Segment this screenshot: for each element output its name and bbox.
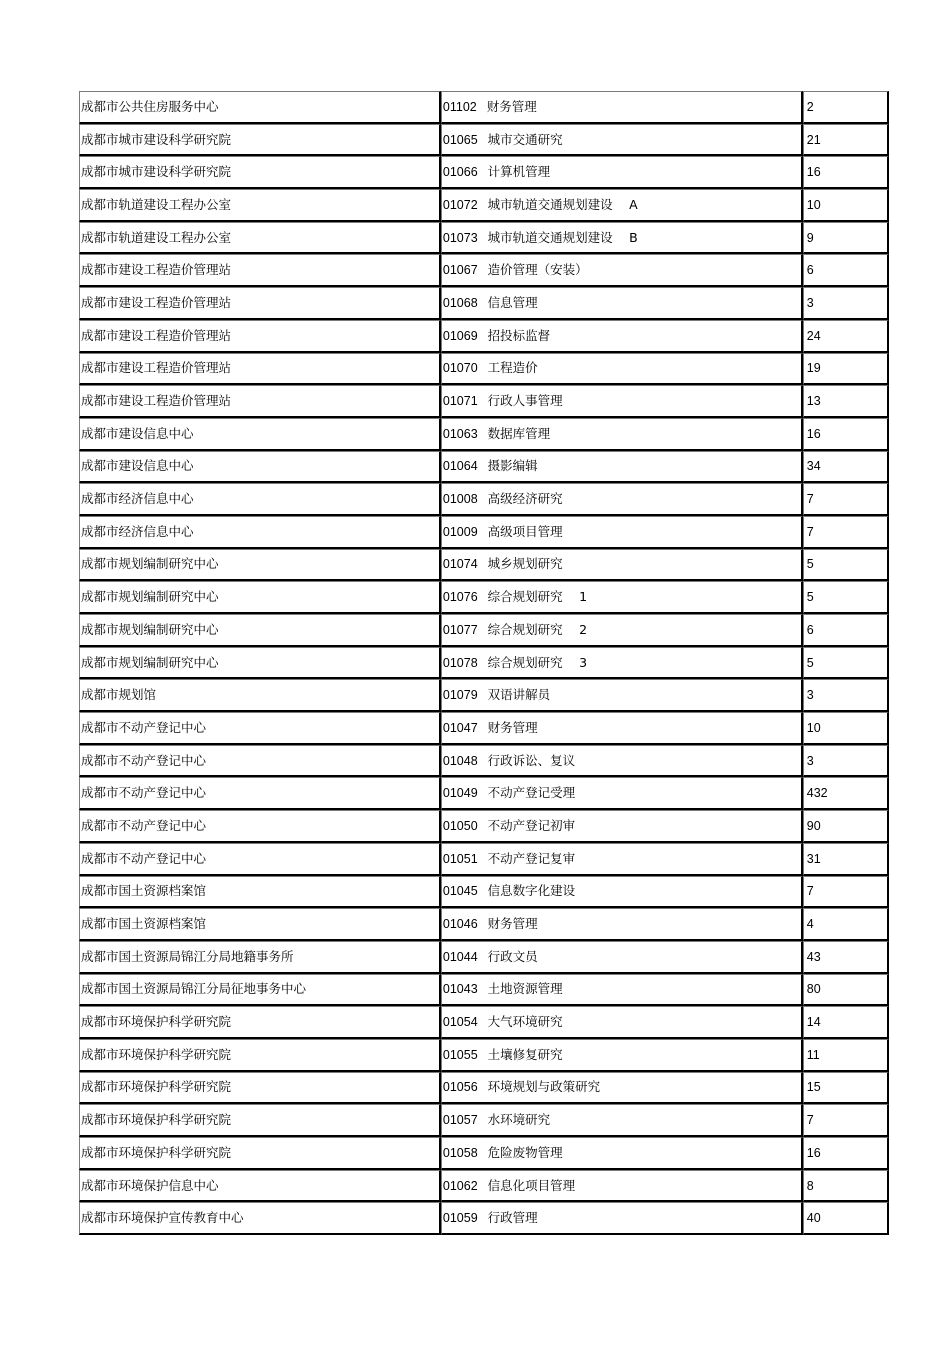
position-cell <box>441 353 803 386</box>
unit-cell: 成都市国土资源档案馆 <box>79 908 441 941</box>
position-code: 01058 <box>442 1145 478 1160</box>
position-code: 01056 <box>442 1080 478 1095</box>
table-row <box>79 451 889 484</box>
position-cell <box>441 679 803 712</box>
position-cell <box>441 647 803 680</box>
position-code: 01065 <box>442 132 478 147</box>
unit-cell: 成都市建设信息中心 <box>79 451 441 484</box>
unit-cell: 成都市环境保护信息中心 <box>79 1170 441 1203</box>
position-name: 信息化项目管理 <box>487 1177 576 1193</box>
position-code: 01055 <box>442 1047 478 1062</box>
position-code: 01062 <box>442 1178 478 1193</box>
position-name: 水环境研究 <box>487 1112 551 1128</box>
table-row <box>79 1104 889 1137</box>
position-cell <box>441 222 803 255</box>
position-code: 01071 <box>442 394 478 409</box>
position-cell <box>441 1104 803 1137</box>
position-code: 01102 <box>442 99 477 114</box>
table-row <box>79 777 889 810</box>
table-row <box>79 1072 889 1105</box>
count-cell: 4 <box>803 908 889 941</box>
count-cell: 19 <box>803 353 889 386</box>
position-name: 城市轨道交通规划建设 A <box>487 196 638 212</box>
position-code: 01079 <box>442 688 478 703</box>
count-cell: 8 <box>803 1170 889 1203</box>
table-row <box>79 385 889 418</box>
position-code: 01044 <box>442 949 478 964</box>
table-row <box>79 549 889 582</box>
position-code: 01057 <box>442 1113 478 1128</box>
position-cell <box>441 581 803 614</box>
position-name: 高级经济研究 <box>487 491 563 507</box>
position-name: 危险废物管理 <box>487 1144 563 1160</box>
position-cell <box>441 156 803 189</box>
position-cell <box>441 941 803 974</box>
count-cell: 16 <box>803 156 889 189</box>
position-code: 01068 <box>442 295 478 310</box>
table-row <box>79 1039 889 1072</box>
unit-cell: 成都市建设工程造价管理站 <box>79 287 441 320</box>
table-row <box>79 254 889 287</box>
table-row <box>79 908 889 941</box>
table-row <box>79 614 889 647</box>
table-row <box>79 353 889 386</box>
position-code: 01059 <box>442 1211 478 1226</box>
unit-cell: 成都市建设工程造价管理站 <box>79 254 441 287</box>
table-row <box>79 745 889 778</box>
unit-cell: 成都市建设工程造价管理站 <box>79 320 441 353</box>
position-cell <box>441 549 803 582</box>
position-code: 01064 <box>442 459 478 474</box>
position-code: 01054 <box>442 1015 478 1030</box>
position-code: 01066 <box>442 165 478 180</box>
position-cell <box>441 189 803 222</box>
table-row <box>79 1170 889 1203</box>
position-cell <box>441 777 803 810</box>
table-row <box>79 124 889 157</box>
position-name: 财务管理 <box>487 916 538 932</box>
position-code: 01076 <box>442 590 478 605</box>
position-name: 招投标监督 <box>487 327 551 343</box>
table-row <box>79 810 889 843</box>
count-cell: 5 <box>803 581 889 614</box>
position-code: 01050 <box>442 818 478 833</box>
count-cell: 34 <box>803 451 889 484</box>
position-name: 环境规划与政策研究 <box>487 1079 601 1095</box>
position-name: 行政人事管理 <box>487 393 563 409</box>
position-code: 01070 <box>442 361 478 376</box>
position-code: 01072 <box>442 197 478 212</box>
position-cell <box>441 1072 803 1105</box>
table-row <box>79 483 889 516</box>
table-row <box>79 581 889 614</box>
unit-cell: 成都市环境保护科学研究院 <box>79 1006 441 1039</box>
unit-cell: 成都市规划编制研究中心 <box>79 647 441 680</box>
count-cell: 16 <box>803 418 889 451</box>
position-cell <box>441 451 803 484</box>
position-name: 综合规划研究 1 <box>487 589 588 605</box>
position-code: 01067 <box>442 263 478 278</box>
count-cell: 3 <box>803 287 889 320</box>
position-cell <box>441 418 803 451</box>
count-cell: 7 <box>803 516 889 549</box>
position-name: 摄影编辑 <box>487 458 538 474</box>
unit-cell: 成都市国土资源档案馆 <box>79 876 441 909</box>
position-name: 土地资源管理 <box>487 981 563 997</box>
count-cell: 24 <box>803 320 889 353</box>
count-cell: 5 <box>803 549 889 582</box>
position-code: 01073 <box>442 230 478 245</box>
unit-cell: 成都市规划编制研究中心 <box>79 549 441 582</box>
count-cell: 2 <box>803 91 889 124</box>
table-row <box>79 516 889 549</box>
count-cell: 13 <box>803 385 889 418</box>
table-row <box>79 1006 889 1039</box>
position-cell <box>441 1137 803 1170</box>
unit-cell: 成都市规划编制研究中心 <box>79 581 441 614</box>
position-code: 01046 <box>442 917 478 932</box>
table-row <box>79 941 889 974</box>
position-name: 财务管理 <box>487 719 538 735</box>
unit-cell: 成都市经济信息中心 <box>79 483 441 516</box>
position-code: 01069 <box>442 328 478 343</box>
table-row <box>79 418 889 451</box>
table-body <box>79 91 889 1235</box>
count-cell: 40 <box>803 1202 889 1235</box>
table-row <box>79 320 889 353</box>
unit-cell: 成都市建设工程造价管理站 <box>79 385 441 418</box>
count-cell: 80 <box>803 974 889 1007</box>
position-name: 综合规划研究 2 <box>487 621 588 637</box>
position-code: 01009 <box>442 524 478 539</box>
count-cell: 11 <box>803 1039 889 1072</box>
position-code: 01077 <box>442 622 478 637</box>
position-cell <box>441 287 803 320</box>
position-name: 城市交通研究 <box>487 131 563 147</box>
table-row <box>79 91 889 124</box>
count-cell: 3 <box>803 745 889 778</box>
table-row <box>79 876 889 909</box>
position-cell <box>441 1039 803 1072</box>
count-cell: 14 <box>803 1006 889 1039</box>
position-code: 01051 <box>442 851 478 866</box>
position-name: 城市轨道交通规划建设 B <box>487 229 638 245</box>
unit-cell: 成都市轨道建设工程办公室 <box>79 222 441 255</box>
position-code: 01063 <box>442 426 478 441</box>
count-cell: 16 <box>803 1137 889 1170</box>
unit-cell: 成都市国土资源局锦江分局地籍事务所 <box>79 941 441 974</box>
position-name: 不动产登记受理 <box>487 785 576 801</box>
position-name: 土壤修复研究 <box>487 1046 563 1062</box>
table-row <box>79 156 889 189</box>
count-cell: 10 <box>803 189 889 222</box>
count-cell: 90 <box>803 810 889 843</box>
table-row <box>79 712 889 745</box>
count-cell: 7 <box>803 876 889 909</box>
unit-cell: 成都市不动产登记中心 <box>79 810 441 843</box>
position-cell <box>441 91 803 124</box>
count-cell: 31 <box>803 843 889 876</box>
unit-cell: 成都市环境保护宣传教育中心 <box>79 1202 441 1235</box>
unit-cell: 成都市规划编制研究中心 <box>79 614 441 647</box>
count-cell: 10 <box>803 712 889 745</box>
position-name: 信息管理 <box>487 294 538 310</box>
count-cell: 43 <box>803 941 889 974</box>
unit-cell: 成都市环境保护科学研究院 <box>79 1137 441 1170</box>
unit-cell: 成都市不动产登记中心 <box>79 777 441 810</box>
table-row <box>79 647 889 680</box>
position-name: 大气环境研究 <box>487 1014 563 1030</box>
unit-cell: 成都市规划馆 <box>79 679 441 712</box>
position-code: 01078 <box>442 655 478 670</box>
position-code: 01045 <box>442 884 478 899</box>
count-cell: 432 <box>803 777 889 810</box>
position-cell <box>441 843 803 876</box>
unit-cell: 成都市环境保护科学研究院 <box>79 1072 441 1105</box>
count-cell: 5 <box>803 647 889 680</box>
position-cell <box>441 124 803 157</box>
unit-cell: 成都市不动产登记中心 <box>79 712 441 745</box>
position-code: 01008 <box>442 492 478 507</box>
position-code: 01047 <box>442 720 478 735</box>
position-name: 不动产登记复审 <box>487 850 576 866</box>
position-name: 财务管理 <box>486 98 537 114</box>
table-row <box>79 679 889 712</box>
unit-cell: 成都市公共住房服务中心 <box>79 91 441 124</box>
table-row <box>79 287 889 320</box>
unit-cell: 成都市环境保护科学研究院 <box>79 1039 441 1072</box>
position-cell <box>441 385 803 418</box>
count-cell: 15 <box>803 1072 889 1105</box>
unit-cell: 成都市城市建设科学研究院 <box>79 124 441 157</box>
position-cell <box>441 320 803 353</box>
count-cell: 21 <box>803 124 889 157</box>
unit-cell: 成都市建设信息中心 <box>79 418 441 451</box>
position-cell <box>441 254 803 287</box>
unit-cell: 成都市建设工程造价管理站 <box>79 353 441 386</box>
table-row <box>79 189 889 222</box>
position-code: 01048 <box>442 753 478 768</box>
position-name: 行政文员 <box>487 948 538 964</box>
recruitment-table <box>79 91 889 1235</box>
position-name: 数据库管理 <box>487 425 551 441</box>
count-cell: 3 <box>803 679 889 712</box>
table-row <box>79 1202 889 1235</box>
unit-cell: 成都市城市建设科学研究院 <box>79 156 441 189</box>
count-cell: 9 <box>803 222 889 255</box>
count-cell: 6 <box>803 254 889 287</box>
position-code: 01043 <box>442 982 478 997</box>
position-cell <box>441 1006 803 1039</box>
table-row <box>79 1137 889 1170</box>
unit-cell: 成都市轨道建设工程办公室 <box>79 189 441 222</box>
position-name: 不动产登记初审 <box>487 817 576 833</box>
unit-cell: 成都市国土资源局锦江分局征地事务中心 <box>79 974 441 1007</box>
position-cell <box>441 974 803 1007</box>
unit-cell: 成都市不动产登记中心 <box>79 745 441 778</box>
position-name: 高级项目管理 <box>487 523 563 539</box>
position-code: 01074 <box>442 557 478 572</box>
position-cell <box>441 908 803 941</box>
count-cell: 7 <box>803 1104 889 1137</box>
position-name: 工程造价 <box>487 360 538 376</box>
position-cell <box>441 516 803 549</box>
position-cell <box>441 614 803 647</box>
table-row <box>79 974 889 1007</box>
position-cell <box>441 745 803 778</box>
position-cell <box>441 810 803 843</box>
count-cell: 7 <box>803 483 889 516</box>
table-row <box>79 843 889 876</box>
position-code: 01049 <box>442 786 478 801</box>
unit-cell: 成都市环境保护科学研究院 <box>79 1104 441 1137</box>
position-cell <box>441 1170 803 1203</box>
position-cell <box>441 1202 803 1235</box>
position-cell <box>441 876 803 909</box>
position-name: 双语讲解员 <box>487 687 551 703</box>
table-row <box>79 222 889 255</box>
position-name: 综合规划研究 3 <box>487 654 588 670</box>
position-name: 行政诉讼、复议 <box>487 752 576 768</box>
position-name: 行政管理 <box>487 1210 538 1226</box>
position-name: 城乡规划研究 <box>487 556 563 572</box>
position-name: 计算机管理 <box>487 164 551 180</box>
position-cell <box>441 712 803 745</box>
unit-cell: 成都市不动产登记中心 <box>79 843 441 876</box>
position-cell <box>441 483 803 516</box>
position-name: 造价管理（安装） <box>487 262 588 278</box>
unit-cell: 成都市经济信息中心 <box>79 516 441 549</box>
count-cell: 6 <box>803 614 889 647</box>
position-name: 信息数字化建设 <box>487 883 576 899</box>
